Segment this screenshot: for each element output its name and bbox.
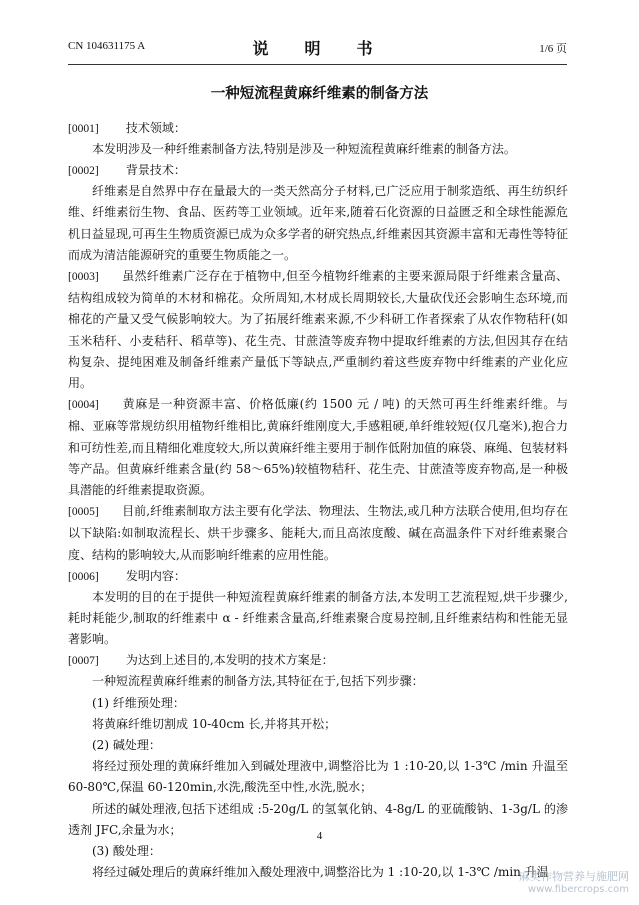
section-heading: 为达到上述目的,本发明的技术方案是： — [125, 653, 334, 668]
section-0003 — [68, 266, 581, 394]
paragraph-text: 本发明的目的在于提供一种短流程黄麻纤维素的制备方法,本发明工艺流程短,烘干步骤少,耗时耗能少,制取的纤维素中 α - 纤维素含量高,纤维素聚合度易控制,且纤维素结构和性能无显著影响。 — [68, 589, 568, 647]
paragraph-text: 将经过预处理的黄麻纤维加入到碱处理液中,调整浴比为 1 :10-20,以 1-3℃ /min 升温至 60-80℃,保温 60-120min,水洗,酸洗至中性,水洗,脱水； — [68, 759, 568, 795]
watermark-text: 麻类作物营养与施肥网 — [519, 870, 629, 883]
paragraph-number: [0007] — [68, 655, 99, 668]
section-0007 — [68, 650, 568, 883]
section-0004 — [68, 394, 568, 501]
page-info: 1/6 页 — [539, 43, 567, 55]
watermark-url: www.fibercrops.com — [527, 884, 629, 895]
paragraph-text: 黄麻是一种资源丰富、价格低廉(约 1500 元 / 吨) 的天然可再生纤维素纤维。与棉、亚麻等常规纺织用植物纤维相比,黄麻纤维刚度大,手感粗硬,单纤维较短(仅几毫米),抱合力和可纺性差,而且精细化难度较大,所以黄麻纤维主要用于制作低附加值的麻袋、麻绳、包装材料等产品。但黄麻纤维素含量(约 58～65%)较植物秸秆、花生壳、甘蔗渣等废弃物高,是一种极具潜能的纤维素提取资源。 — [68, 397, 568, 498]
page-number: 4 — [316, 830, 323, 842]
doc-number: CN 104631175 A — [68, 40, 146, 52]
paragraph-text: 虽然纤维素广泛存在于植物中,但至今植物纤维素的主要来源局限于纤维素含量高、结构组成较为简单的木材和棉花。众所周知,木材成长周期较长,大量砍伐还会影响生态环境,而棉花的产量又受气候影响较大。为了拓展纤维素来源,不少科研工作者探索了从农作物秸秆(如 玉米秸秆、小麦秸秆、稻草等)、花生壳、甘蔗渣等废弃物中提取纤维素的方法,但因其存在结构复杂、提纯困难及制备纤维素产量低下等缺点,严重制约着这些废弃物中纤维素的产业化应用。 — [68, 269, 581, 391]
paragraph-text: 纤维素是自然界中存在量最大的一类天然高分子材料,已广泛应用于制浆造纸、再生纺织纤维、纤维素衍生物、食品、医药等工业领域。近年来,随着石化资源的日益匮乏和全球性能源危机日益显现,可再生生物质资源已成为众多学者的研究热点,纤维素因其资源丰富和无毒性等特征而成为清洁能源研究的重要生物质能之一。 — [68, 184, 568, 262]
paragraph-text: 将经过碱处理后的黄麻纤维加入酸处理液中,调整浴比为 1 :10-20,以 1-3℃ /min 升温 — [92, 865, 549, 880]
paragraph-text: 一种短流程黄麻纤维素的制备方法,其特征在于,包括下列步骤： — [92, 674, 424, 689]
step-heading: (2) 碱处理： — [92, 738, 161, 753]
paragraph-number: [0003] — [68, 271, 99, 284]
section-0001 — [68, 118, 568, 160]
section-0002 — [68, 160, 568, 266]
paragraph-text: 将黄麻纤维切割成 10-40cm 长,并将其开松； — [92, 716, 337, 731]
doc-type: 说 明 书 — [252, 39, 383, 58]
paragraph-text: 本发明涉及一种纤维素制备方法,特别是涉及一种短流程黄麻纤维素的制备方法。 — [92, 142, 516, 156]
paragraph-text: 目前,纤维素制取方法主要有化学法、物理法、生物法,或几种方法联合使用,但均存在以下缺陷:如制取流程长、烘干步骤多、能耗大,而且高浓度酸、碱在高温条件下对纤维素聚合度、结构的影响较大,从而影响纤维素的应用性能。 — [68, 504, 568, 562]
page-header — [68, 36, 567, 65]
paragraph-number: [0001] — [68, 123, 99, 135]
paragraph-number: [0004] — [68, 399, 99, 412]
document-title: 一种短流程黄麻纤维素的制备方法 — [210, 86, 429, 102]
section-0005 — [68, 501, 568, 566]
paragraph-number: [0005] — [68, 506, 99, 519]
section-heading: 技术领域： — [125, 121, 186, 135]
paragraph-number: [0002] — [68, 165, 99, 178]
step-heading: (1) 纤维预处理： — [92, 695, 185, 710]
section-heading: 发明内容： — [125, 568, 186, 583]
paragraph-text: 所述的碱处理液,包括下述组成 :5-20g/L 的氢氧化钠、4-8g/L 的亚硫酸钠、1-3g/L 的渗透剂 JFC,余量为水； — [68, 801, 568, 837]
site-watermark — [519, 868, 629, 895]
section-heading: 背景技术： — [125, 163, 186, 178]
section-0006 — [68, 566, 568, 651]
step-heading: (3) 酸处理： — [92, 844, 161, 859]
paragraph-number: [0006] — [68, 570, 99, 583]
